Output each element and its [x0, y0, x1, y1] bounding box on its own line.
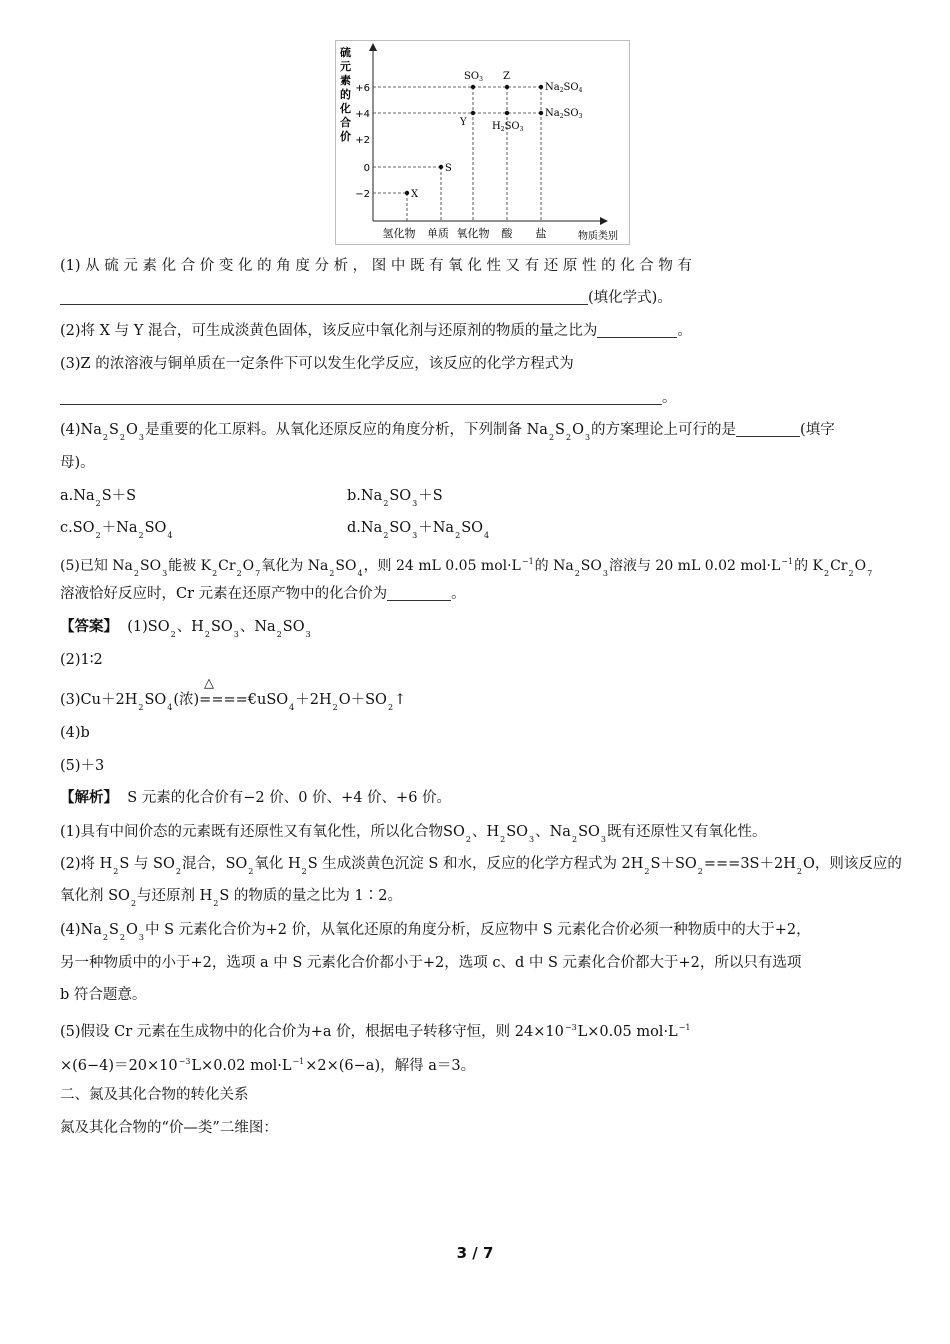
analysis-text: (5)假设 Cr 元素在生成物中的化合价为+a 价，根据电子转移守恒，则 24×10	[60, 1024, 564, 1040]
analysis-text: 氧化 H	[254, 856, 301, 872]
point-so3	[471, 85, 475, 89]
q4-text: O	[572, 422, 584, 438]
answer-text: ↑	[394, 692, 407, 708]
subscript: 4	[167, 531, 173, 540]
question-3	[60, 354, 574, 374]
q4-text: S	[108, 422, 119, 438]
subscript: 3	[233, 630, 239, 639]
point-na2so3	[539, 111, 543, 115]
subscript: 4	[167, 703, 173, 712]
x-category-label: 单质	[427, 227, 449, 240]
subscript: 2	[574, 569, 580, 578]
sulfur-diagram-svg	[336, 41, 629, 244]
subscript: 2	[548, 433, 555, 442]
y-axis-label	[339, 45, 351, 143]
subscript: 2	[383, 499, 389, 508]
option-text: ＋Na	[418, 520, 455, 536]
subscript: 2	[119, 433, 125, 442]
answer-text: 、Na	[239, 619, 276, 635]
y-tick-label: +4	[355, 109, 370, 120]
analysis-p5-line2	[60, 1052, 475, 1076]
q5-text: 。	[451, 586, 466, 602]
q5-text: 能被 K	[168, 558, 212, 574]
answer-text: (3)Cu＋2H	[60, 692, 138, 708]
question-4	[60, 420, 835, 448]
analysis-text: O	[126, 922, 138, 938]
y-axis-label-char: 合	[340, 116, 351, 129]
subscript: 3	[162, 569, 168, 578]
answer-blank[interactable]	[60, 290, 588, 305]
subscript: 2	[170, 630, 176, 639]
option-text: a.Na	[60, 488, 95, 504]
section-intro: 氮及其化合物的“价—类”二维图：	[60, 1120, 278, 1136]
q4-text: 是重要的化工原料。从氧化还原反应的角度分析，下列制备 Na	[144, 422, 548, 438]
subscript: 2	[644, 867, 650, 876]
subscript: 3	[305, 630, 311, 639]
subscript: 7	[255, 569, 261, 578]
analysis-label: 【解析】	[60, 790, 118, 806]
subscript: 2	[329, 569, 335, 578]
option-text: d.Na	[347, 520, 383, 536]
subscript: 2	[697, 867, 703, 876]
q4-text: 的方案理论上可行的是	[591, 422, 737, 438]
answer-line-2: (2)1∶2	[60, 652, 103, 668]
answer-line-3	[60, 690, 406, 718]
q5-text: (5)已知 Na	[60, 558, 133, 574]
subscript: 2	[796, 867, 802, 876]
question-1	[60, 256, 692, 276]
subscript: 2	[113, 867, 119, 876]
q4-text: (填字	[800, 422, 835, 438]
subscript: 3	[138, 933, 144, 942]
answer-line-4: (4)b	[60, 725, 90, 741]
analysis-p4	[60, 920, 811, 948]
y-axis-label-char: 的	[340, 88, 351, 101]
subscript: 2	[301, 867, 307, 876]
option-text: ＋S	[418, 488, 443, 504]
subscript: 3	[600, 835, 606, 844]
y-axis-label-char: 硫	[340, 46, 351, 59]
point-z	[505, 85, 509, 89]
subscript: 3	[138, 433, 144, 442]
analysis-text: SO	[506, 824, 529, 840]
q4-text: S	[555, 422, 565, 438]
subscript: 2	[138, 531, 144, 540]
label-z: Z	[503, 71, 510, 82]
answer-text: (浓)====€uSO	[173, 692, 289, 708]
option-text: ＋Na	[101, 520, 138, 536]
answer-blank[interactable]	[736, 422, 800, 437]
analysis-text: ×2×(6−a)，解得 a＝3。	[305, 1058, 476, 1074]
subscript: 3	[602, 569, 608, 578]
question-3-tail: 。	[662, 390, 677, 406]
subscript: 2	[204, 630, 210, 639]
option-text: SO	[144, 520, 167, 536]
subscript: 4	[289, 703, 295, 712]
subscript: 2	[213, 899, 219, 908]
q5-text: 的 K	[794, 558, 823, 574]
analysis-text: S 与 SO	[119, 856, 175, 872]
question-1-text: (1) 从 硫 元 素 化 合 价 变 化 的 角 度 分 析 ， 图 中 既 有 氧 化 性 又 有 还 原 性 的 化 合 物 有	[60, 258, 693, 274]
subscript: 3	[412, 531, 418, 540]
analysis-text: S 的物质的量之比为 1∶2。	[219, 888, 402, 904]
option-c[interactable]	[60, 518, 174, 546]
point-na2so4	[539, 85, 543, 89]
subscript: 2	[175, 867, 181, 876]
answer-text: O＋SO	[338, 692, 387, 708]
y-axis-label-char: 元	[340, 60, 351, 73]
subscript: 2	[95, 499, 101, 508]
subscript: 7	[867, 569, 873, 578]
analysis-p1	[60, 822, 766, 850]
option-b[interactable]	[347, 486, 443, 514]
analysis-text: 与还原剂 H	[137, 888, 213, 904]
label-y: Y	[460, 117, 467, 128]
point-s	[439, 165, 443, 169]
x-category-label: 氢化物	[382, 227, 416, 240]
question-1-answer-line	[60, 288, 672, 308]
subscript: 4	[484, 531, 490, 540]
y-axis-label-char: 化	[340, 102, 351, 115]
analysis-text: (4)Na	[60, 922, 102, 938]
option-text: c.SO	[60, 520, 95, 536]
point-x	[405, 191, 409, 195]
question-5-line2	[60, 584, 466, 604]
subscript: 2	[823, 569, 830, 578]
analysis-p5	[60, 1018, 691, 1042]
superscript: −1	[292, 1057, 305, 1066]
analysis-text: (2)将 H	[60, 856, 113, 872]
analysis-text: 混合，SO	[181, 856, 248, 872]
option-text: b.Na	[347, 488, 383, 504]
q4-text: (4)Na	[60, 422, 102, 438]
answer-text: 、H	[176, 619, 204, 635]
subscript: 2	[332, 703, 338, 712]
x-category-label: 酸	[501, 227, 513, 240]
subscript: 2	[248, 867, 254, 876]
point-y	[471, 111, 475, 115]
answer-line-5: (5)＋3	[60, 758, 105, 774]
superscript: −1	[781, 557, 794, 566]
analysis-text: L×0.02 mol·L	[191, 1058, 292, 1074]
question-2-text: (2)将 X 与 Y 混合，可生成淡黄色固体，该反应中氧化剂与还原剂的物质的量之比为	[60, 323, 598, 339]
analysis-p2	[60, 854, 902, 882]
subscript: 2	[212, 569, 218, 578]
answer-line-1	[60, 617, 312, 645]
subscript: 2	[133, 569, 139, 578]
analysis-text: 氧化剂 SO	[60, 888, 130, 904]
analysis-p2-line2	[60, 886, 402, 914]
valence-class-diagram	[335, 40, 630, 245]
question-3-answer-line	[60, 388, 677, 408]
point-h2so3	[505, 111, 509, 115]
question-4-line2: 母)。	[60, 455, 95, 471]
q4-text: O	[126, 422, 138, 438]
y-tick-label: 0	[363, 163, 370, 174]
subscript: 2	[500, 835, 506, 844]
subscript: 2	[276, 630, 282, 639]
analysis-text: (1)具有中间价态的元素既有还原性又有氧化性，所以化合物SO	[60, 824, 465, 840]
option-a[interactable]	[60, 486, 136, 514]
answer-blank[interactable]	[60, 390, 662, 405]
subscript: 2	[465, 835, 471, 844]
y-tick-label: +6	[355, 83, 370, 94]
subscript: 4	[357, 569, 363, 578]
y-axis-label-char: 素	[340, 74, 351, 87]
analysis-text: S 元素的化合价有−2 价、0 价、+4 价、+6 价。	[127, 790, 452, 806]
guide-lines	[373, 87, 541, 221]
q5-text: SO	[580, 558, 602, 574]
label-na2so3: $Na_2SO_3$	[545, 108, 583, 120]
superscript: −1	[521, 557, 534, 566]
q5-text: SO	[335, 558, 357, 574]
superscript: −3	[564, 1023, 577, 1032]
answer-label: 【答案】	[60, 619, 118, 635]
subscript: 2	[95, 531, 101, 540]
heat-triangle: △	[204, 676, 214, 691]
label-na2so4: $Na_2SO_4$	[545, 82, 583, 94]
analysis-text: 既有还原性又有氧化性。	[606, 824, 767, 840]
analysis-text: S 生成淡黄色沉淀 S 和水，反应的化学方程式为 2H	[307, 856, 644, 872]
q5-text: SO	[139, 558, 162, 574]
subscript: 2	[102, 433, 108, 442]
subscript: 3	[412, 499, 418, 508]
subscript: 2	[383, 531, 389, 540]
analysis-text: S＋SO	[650, 856, 697, 872]
answer-text: ＋2H	[295, 692, 332, 708]
label-so3: $SO_3$	[464, 71, 483, 83]
analysis-text: ===3S＋2H	[703, 856, 796, 872]
analysis-text: O，则该反应的	[802, 856, 902, 872]
x-axis-label: 物质类别	[578, 231, 618, 242]
q5-text: O	[242, 558, 255, 574]
label-h2so3: $H_2SO_3$	[492, 121, 524, 133]
subscript: 2	[387, 703, 394, 712]
subscript: 2	[455, 531, 461, 540]
q5-text: Cr	[830, 558, 848, 574]
option-text: S＋S	[101, 488, 137, 504]
superscript: −3	[178, 1057, 191, 1066]
analysis-text: L×0.05 mol·L	[577, 1024, 678, 1040]
subscript: 2	[119, 933, 125, 942]
analysis-text: SO	[578, 824, 600, 840]
analysis-text: ×(6−4)＝20×10	[60, 1058, 178, 1074]
option-text: SO	[461, 520, 484, 536]
subscript: 2	[571, 835, 578, 844]
question-3-text: (3)Z 的浓溶液与铜单质在一定条件下可以发生化学反应，该反应的化学方程式为	[60, 356, 574, 372]
option-d[interactable]	[347, 518, 490, 546]
answer-blank[interactable]	[597, 323, 677, 338]
q5-text: 氧化为 Na	[261, 558, 329, 574]
option-text: SO	[389, 520, 412, 536]
subscript: 3	[584, 433, 591, 442]
answer-text: SO	[144, 692, 167, 708]
analysis-text: 、Na	[535, 824, 571, 840]
option-text: SO	[389, 488, 412, 504]
subscript: 2	[565, 433, 572, 442]
analysis-p4-line2: 另一种物质中的小于+2，选项 a 中 S 元素化合价都小于+2，选项 c、d 中 S 元素化合价都大于+2，所以只有选项	[60, 955, 802, 971]
x-category-label: 氧化物	[456, 227, 490, 240]
label-x: X	[411, 189, 419, 200]
question-5	[60, 552, 873, 584]
question-2-tail: 。	[677, 323, 692, 339]
answer-text: SO	[282, 619, 305, 635]
analysis-p4-line3: b 符合题意。	[60, 987, 147, 1003]
subscript: 3	[529, 835, 535, 844]
subscript: 2	[236, 569, 242, 578]
label-s: S	[445, 163, 452, 174]
y-tick-label: −2	[355, 189, 370, 200]
analysis-text: 中 S 元素化合价为+2 价，从氧化还原的角度分析，反应物中 S 元素化合价必须一种物质中的大于+2，	[144, 922, 811, 938]
q5-text: ，则 24 mL 0.05 mol·L	[363, 558, 521, 574]
subscript: 2	[130, 899, 137, 908]
question-2	[60, 321, 692, 341]
analysis-intro	[60, 788, 451, 808]
q5-text: 的 Na	[534, 558, 574, 574]
subscript: 2	[102, 933, 108, 942]
answer-blank[interactable]	[387, 586, 451, 601]
page-number: 3 / 7	[456, 1244, 494, 1262]
question-1-tail: (填化学式)。	[588, 290, 672, 306]
q5-text: 溶液恰好反应时，Cr 元素在还原产物中的化合价为	[60, 586, 388, 602]
x-category-label: 盐	[535, 227, 547, 240]
answer-text: SO	[210, 619, 233, 635]
answer-text: (1)SO	[127, 619, 170, 635]
analysis-text: 、H	[471, 824, 500, 840]
q5-text: O	[854, 558, 867, 574]
superscript: −1	[678, 1023, 691, 1032]
y-axis-label-char: 价	[340, 130, 351, 143]
q5-text: Cr	[218, 558, 236, 574]
subscript: 2	[848, 569, 854, 578]
subscript: 2	[138, 703, 144, 712]
analysis-text: S	[108, 922, 119, 938]
y-tick-label: +2	[355, 135, 370, 146]
q5-text: 溶液与 20 mL 0.02 mol·L	[608, 558, 781, 574]
section-title: 二、氮及其化合物的转化关系	[60, 1087, 249, 1103]
